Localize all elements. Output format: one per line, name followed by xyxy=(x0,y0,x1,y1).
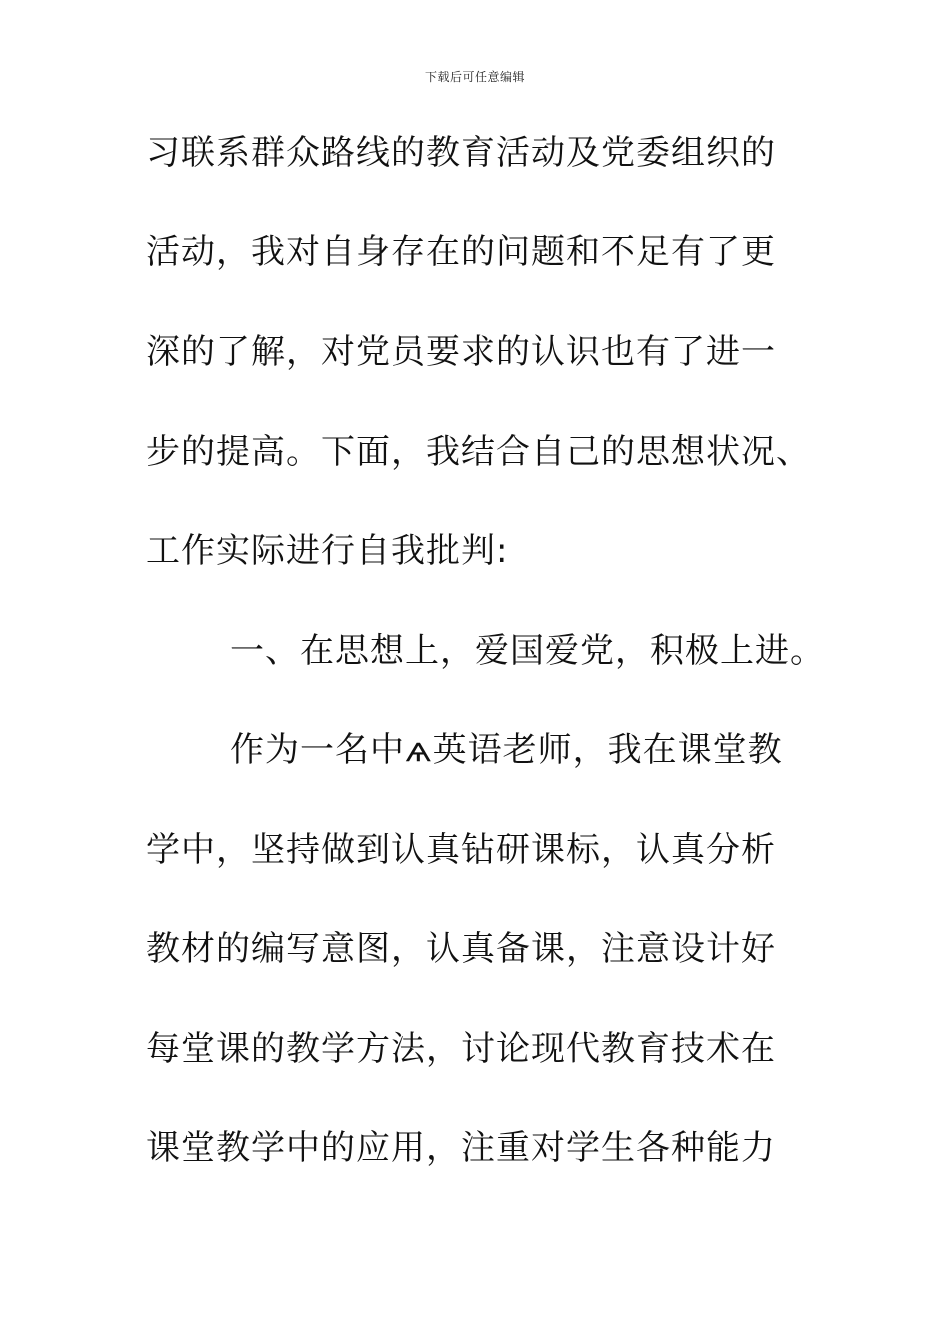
body-line-1: 习联系群众路线的教育活动及党委组织的 xyxy=(146,133,776,173)
body-line-4: 步的提高。下面，我结合自己的思想状况、 xyxy=(146,432,811,472)
body-line-8: 教材的编写意图，认真备课，注意设计好 xyxy=(146,929,776,969)
body-line-5: 工作实际进行自我批判: xyxy=(146,531,509,571)
body-line-2: 活动，我对自身存在的问题和不足有了更 xyxy=(146,232,776,272)
section-heading-1: 一、在思想上，爱国爱党，积极上进。 xyxy=(230,631,825,671)
body-line-7: 学中，坚持做到认真钻研课标，认真分析 xyxy=(146,830,776,870)
body-line-6: 作为一名中ѧ英语老师，我在课堂教 xyxy=(230,730,783,770)
body-line-10: 课堂教学中的应用，注重对学生各种能力 xyxy=(146,1128,776,1168)
body-line-3: 深的了解，对党员要求的认识也有了进一 xyxy=(146,332,776,372)
body-line-9: 每堂课的教学方法，讨论现代教育技术在 xyxy=(146,1029,776,1069)
header-note: 下载后可任意编辑 xyxy=(424,70,525,84)
